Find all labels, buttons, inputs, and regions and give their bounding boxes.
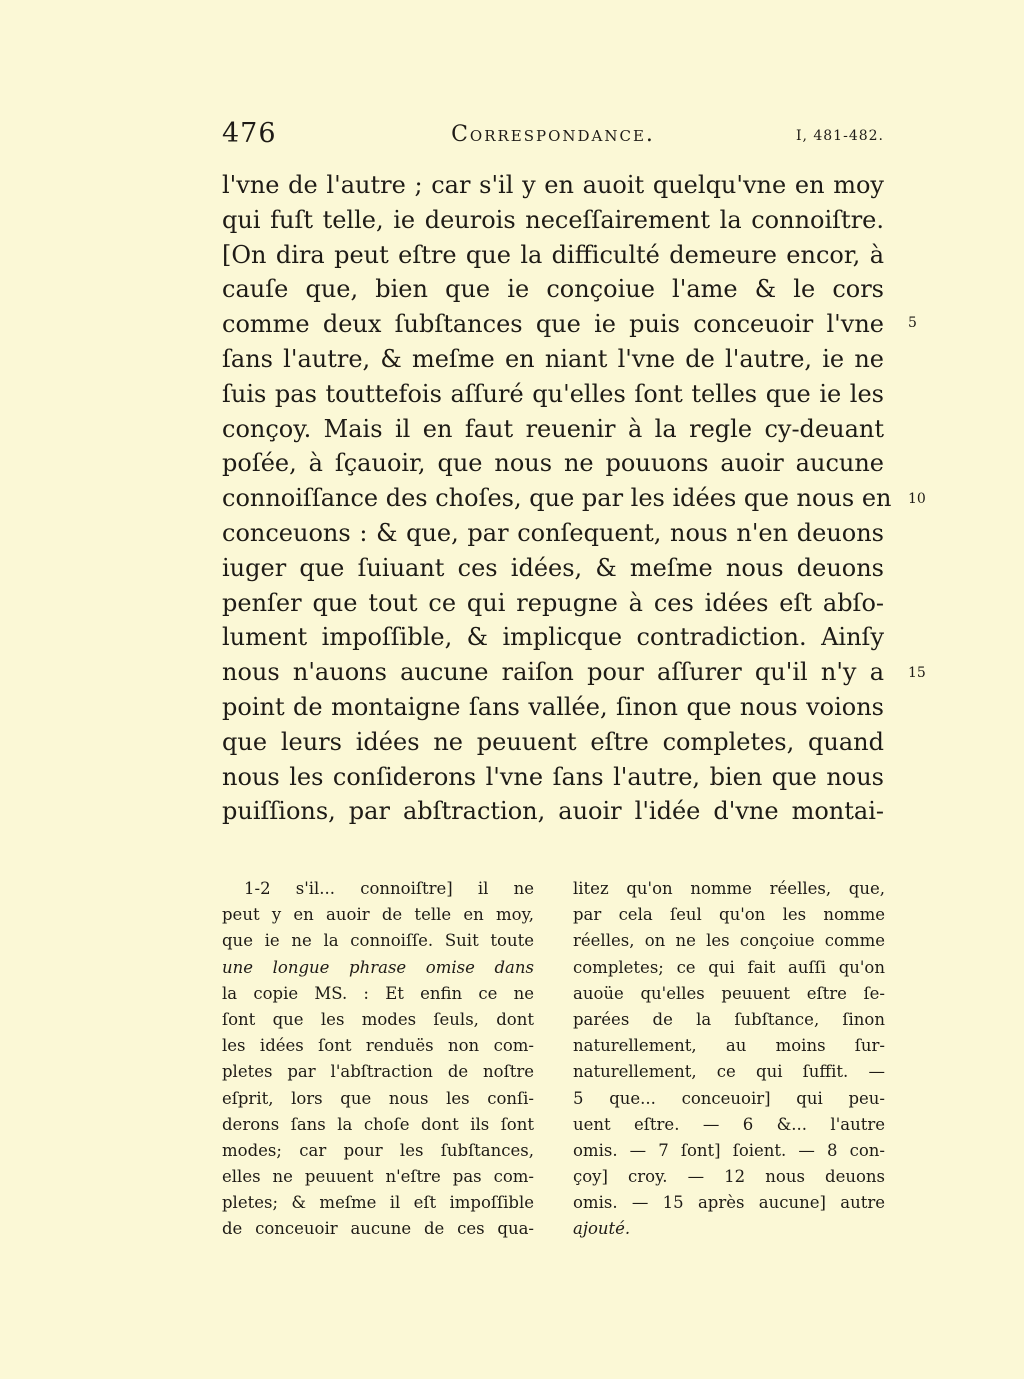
text-line: que leurs idées ne peuuent eſtre completes, quand <box>222 727 884 756</box>
footnote-line: par cela ſeul qu'on les nomme <box>573 905 885 925</box>
text-line: connoiſſance des choſes, que par les idées que nous en <box>222 484 892 513</box>
text-line: lument impoſſible, & implicque contradiction. Ainſy <box>222 623 884 652</box>
footnote-line: completes; ce qui fait auſſi qu'on <box>573 957 885 977</box>
text-line: poſée, à ſçauoir, que nous ne pouuons auoir aucune <box>222 449 884 478</box>
footnote-line: ajouté. <box>573 1219 631 1239</box>
main-text <box>222 168 892 829</box>
footnote-line: naturellement, ce qui ſuffit. — <box>573 1062 885 1082</box>
footnote-line: réelles, on ne les conçoiue comme <box>573 931 885 951</box>
footnote-line: 1-2 s'il... connoiſtre] il ne <box>244 879 534 898</box>
footnote-line: pletes; & meſme il eſt impoſſible <box>222 1193 534 1213</box>
footnote-line: derons ſans la choſe dont ils ſont <box>222 1114 534 1134</box>
text-line: penſer que tout ce qui repugne à ces idées eſt abſo- <box>222 588 884 617</box>
line-number-10: 10 <box>908 491 926 507</box>
text-line: ſuis pas touttefois aſſuré qu'elles ſont telles que ie les <box>222 379 884 408</box>
text-line: conceuons : & que, par conſequent, nous n'en deuons <box>222 518 884 547</box>
text-line: iuger que ſuiuant ces idées, & meſme nous deuons <box>222 553 884 582</box>
footnote-line: de conceuoir aucune de ces qua- <box>222 1219 534 1239</box>
footnotes-left-column <box>222 876 534 1243</box>
footnote-line: çoy] croy. — 12 nous deuons <box>573 1167 885 1187</box>
page-header <box>222 118 884 158</box>
footnote-line: naturellement, au moins ſur- <box>573 1036 885 1056</box>
footnote-line: eſprit, lors que nous les conſi- <box>222 1088 534 1108</box>
running-title: Correspondance. <box>451 122 655 147</box>
line-number-5: 5 <box>908 315 917 331</box>
footnote-line: les idées ſont renduës non com- <box>222 1036 534 1056</box>
footnote-line: omis. — 15 après aucune] autre <box>573 1193 885 1213</box>
line-number-15: 15 <box>908 665 926 681</box>
footnote-line: 5 que... conceuoir] qui peu- <box>573 1088 885 1108</box>
text-line: comme deux ſubſtances que ie puis conceuoir l'vne <box>222 310 884 339</box>
footnote-line: que ie ne la connoiſſe. Suit toute <box>222 931 534 951</box>
footnote-line: parées de la ſubſtance, ſinon <box>573 1009 885 1029</box>
text-line: puiſſions, par abſtraction, auoir l'idée d'vne montai- <box>222 797 884 826</box>
page-reference: I, 481-482. <box>795 128 884 144</box>
text-line: [On dira peut eſtre que la difficulté demeure encor, à <box>222 240 884 269</box>
text-line: conçoy. Mais il en faut reuenir à la regle cy-deuant <box>222 414 884 443</box>
text-line: nous les conſiderons l'vne ſans l'autre, bien que nous <box>222 762 884 791</box>
footnote-line: uent eſtre. — 6 &... l'autre <box>573 1114 885 1134</box>
footnote-line: litez qu'on nomme réelles, que, <box>573 879 885 898</box>
footnote-line: la copie MS. : Et enfin ce ne <box>222 983 534 1003</box>
footnote-line: omis. — 7 ſont] ſoient. — 8 con- <box>573 1140 885 1160</box>
text-line: nous n'auons aucune raiſon pour aſſurer qu'il n'y a <box>222 658 884 687</box>
footnote-line: ſont que les modes ſeuls, dont <box>222 1009 534 1029</box>
footnote-line: modes; car pour les ſubſtances, <box>222 1140 534 1160</box>
footnote-line: elles ne peuuent n'eſtre pas com- <box>222 1167 534 1187</box>
footnote-line: pletes par l'abſtraction de noſtre <box>222 1062 534 1082</box>
text-line: ſans l'autre, & meſme en niant l'vne de l'autre, ie ne <box>222 344 884 373</box>
footnote-line: peut y en auoir de telle en moy, <box>222 905 534 925</box>
footnote-line: auoüe qu'elles peuuent eſtre ſe- <box>573 983 885 1003</box>
footnote-line: une longue phrase omise dans <box>222 957 534 977</box>
text-line: point de montaigne ſans vallée, ſinon que nous voions <box>222 692 884 721</box>
page-number: 476 <box>222 118 277 149</box>
text-line: l'vne de l'autre ; car s'il y en auoit quelqu'vne en moy <box>222 171 884 199</box>
text-line: cauſe que, bien que ie conçoiue l'ame & le cors <box>222 275 884 304</box>
text-line: qui fuſt telle, ie deurois neceſſairement la connoiſtre. <box>222 205 884 234</box>
footnotes-right-column <box>573 876 885 1243</box>
